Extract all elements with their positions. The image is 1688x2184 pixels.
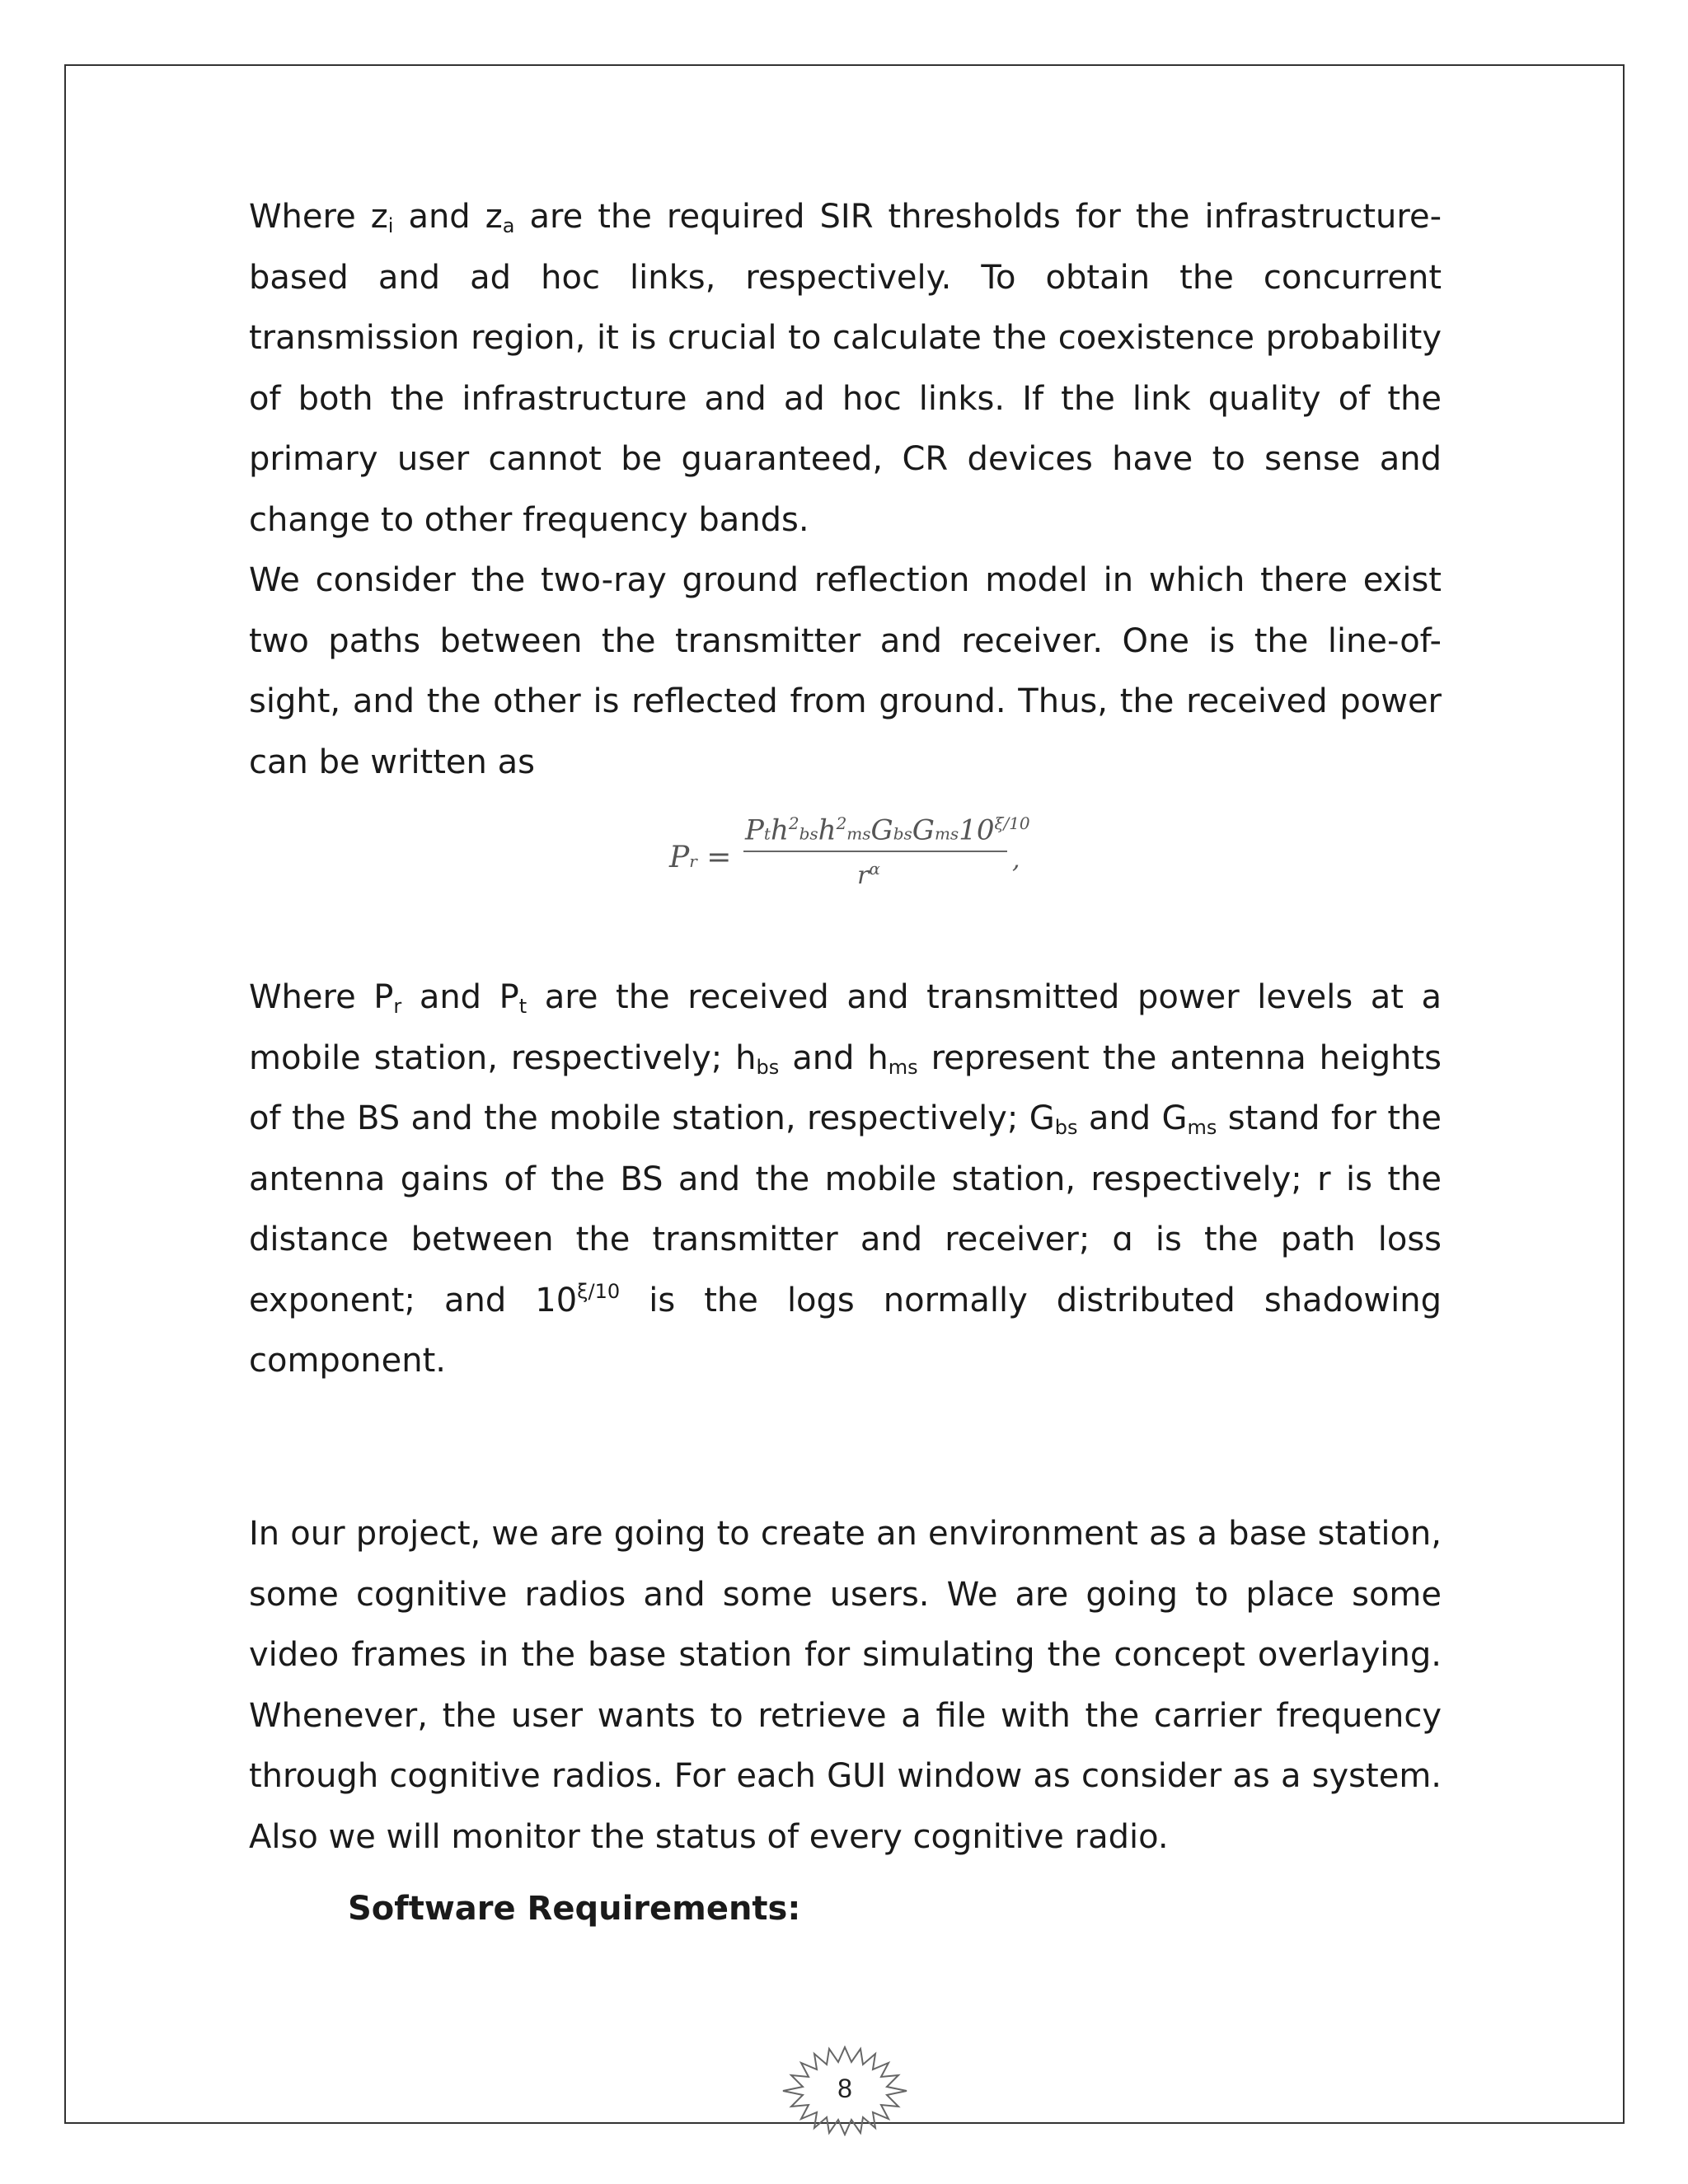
subscript: i bbox=[387, 214, 394, 237]
text: and P bbox=[401, 978, 519, 1016]
paragraph-two-ray-model: We consider the two-ray ground reflection model in which there exist two paths between the transmitter and receiver. One is the line-of-sight, and the other is reflected from ground. Thus, the received power can be written as bbox=[249, 561, 1442, 781]
fraction-bar bbox=[743, 851, 1007, 852]
page-number: 8 bbox=[837, 2074, 852, 2103]
subscript: r bbox=[393, 995, 402, 1018]
text: and G bbox=[1077, 1099, 1188, 1137]
section-heading: Software Requirements: bbox=[348, 1890, 801, 1928]
subscript: t bbox=[518, 995, 528, 1018]
formula-numerator: $Pth^2bsh^2msGbsGms10^{\xi/10}$ bbox=[745, 813, 1030, 847]
subscript: ms bbox=[888, 1055, 918, 1079]
text: Where z bbox=[249, 198, 388, 236]
text: stand for the antenna gains of the BS and the mobile station, respectively; r is the distance between the transmitter and receiver; ɑ is the path loss exponent; and 10 bbox=[249, 1099, 1442, 1319]
subscript: bs bbox=[756, 1055, 780, 1079]
superscript: ξ/10 bbox=[577, 1279, 621, 1303]
formula-comma: , bbox=[1012, 846, 1020, 874]
page-number-badge bbox=[775, 2046, 915, 2136]
paragraph-power-levels bbox=[249, 968, 1442, 1392]
paragraph-sir-thresholds bbox=[249, 187, 1442, 793]
formula-denominator: $r^\alpha$ bbox=[857, 859, 880, 890]
text: are the required SIR thresholds for the infrastructure-based and ad hoc links, respectively. To obtain the concurrent transmission region, it is crucial to calculate the coexistence probability of both the infrastructure and ad hoc links. If the link quality of the primary user cannot be guaranteed, CR devices have to sense and change to other frequency bands. bbox=[249, 198, 1442, 539]
paragraph-text: In our project, we are going to create an environment as a base station, some cognitive radios and some users. We are going to place some video frames in the base station for simulating the concept overlaying. Whenever, the user wants to retrieve a file with the carrier frequency through cognitive radios. For each GUI window as consider as a system. Also we will monitor the status of every cognitive radio. bbox=[249, 1515, 1442, 1856]
received-power-formula bbox=[669, 808, 1032, 898]
formula-lhs: Pr = bbox=[669, 841, 732, 874]
text: and h bbox=[779, 1038, 889, 1077]
subscript: a bbox=[502, 214, 515, 237]
paragraph-project-description bbox=[249, 1504, 1442, 1868]
subscript: ms bbox=[1187, 1116, 1217, 1139]
subscript: bs bbox=[1054, 1116, 1078, 1139]
text: represent the antenna heights of the BS and the mobile station, respectively; G bbox=[249, 1038, 1442, 1137]
text: and z bbox=[393, 198, 503, 236]
text: is the logs normally distributed shadowing component. bbox=[249, 1281, 1442, 1380]
text: Where P bbox=[249, 978, 394, 1016]
text: are the received and transmitted power levels at a mobile station, respectively; h bbox=[249, 978, 1442, 1077]
